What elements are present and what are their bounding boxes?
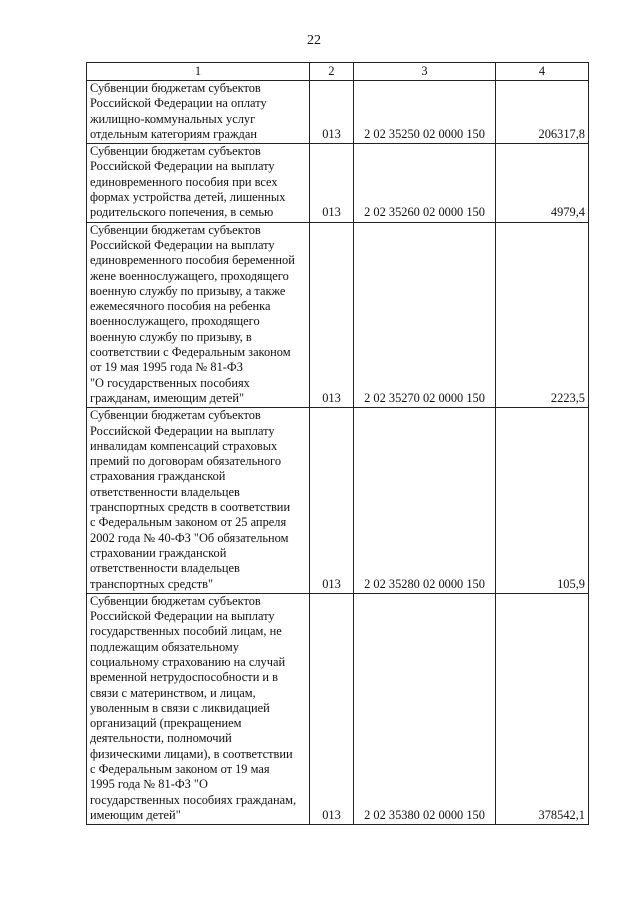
row-budget-code: 2 02 35260 02 0000 150 <box>354 144 496 222</box>
header-cell-3: 3 <box>354 63 496 81</box>
row-description <box>87 144 310 222</box>
row-budget-code: 2 02 35270 02 0000 150 <box>354 222 496 408</box>
table-row <box>87 144 589 222</box>
row-amount: 206317,8 <box>496 81 589 144</box>
description-line: 1995 года № 81-ФЗ "О <box>90 777 208 792</box>
row-description <box>87 593 310 824</box>
description-line: Российской Федерации на выплату <box>90 423 275 438</box>
header-cell-1: 1 <box>87 63 310 81</box>
row-budget-code: 2 02 35280 02 0000 150 <box>354 408 496 594</box>
row-amount: 378542,1 <box>496 593 589 824</box>
description-line: транспортных средств" <box>90 576 214 591</box>
row-description <box>87 81 310 144</box>
row-amount: 4979,4 <box>496 144 589 222</box>
description-line: Российской Федерации на выплату <box>90 237 275 252</box>
header-cell-2: 2 <box>310 63 354 81</box>
page-number: 22 <box>307 33 321 48</box>
description-line: организаций (прекращением <box>90 716 242 731</box>
description-line: имеющим детей" <box>90 807 181 822</box>
description-line: единовременного пособия беременной <box>90 253 295 268</box>
description-line: жилищно-коммунальных услуг <box>90 111 256 126</box>
table-row <box>87 222 589 408</box>
description-line: государственных пособиях гражданам, <box>90 792 297 807</box>
description-line: Субвенции бюджетам субъектов <box>90 222 261 237</box>
description-line: ответственности владельцев <box>90 561 240 576</box>
description-line: жене военнослужащего, проходящего <box>90 268 289 283</box>
table-row <box>87 81 589 144</box>
description-line: военнослужащего, проходящего <box>90 314 260 329</box>
description-line: Российской Федерации на выплату <box>90 159 275 174</box>
description-line: Субвенции бюджетам субъектов <box>90 81 261 95</box>
description-line: уволенным в связи с ликвидацией <box>90 700 270 715</box>
description-line: физическими лицами), в соответствии <box>90 746 293 761</box>
row-code: 013 <box>310 222 354 408</box>
description-line: гражданам, имеющим детей" <box>90 390 245 405</box>
description-line: "О государственных пособиях <box>90 375 250 390</box>
description-line: с Федеральным законом от 19 мая <box>90 762 270 777</box>
header-cell-4: 4 <box>496 63 589 81</box>
row-code: 013 <box>310 144 354 222</box>
row-budget-code: 2 02 35250 02 0000 150 <box>354 81 496 144</box>
description-line: единовременного пособия при всех <box>90 174 278 189</box>
description-line: связи с материнством, и лицам, <box>90 685 256 700</box>
description-line: инвалидам компенсаций страховых <box>90 438 278 453</box>
description-line: Субвенции бюджетам субъектов <box>90 144 261 159</box>
row-description <box>87 408 310 594</box>
description-line: социальному страхованию на случай <box>90 654 286 669</box>
header-row <box>87 63 589 81</box>
description-line: 2002 года № 40-ФЗ "Об обязательном <box>90 530 289 545</box>
row-code: 013 <box>310 593 354 824</box>
description-line: военную службу по призыву, в <box>90 329 252 344</box>
description-line: подлежащим обязательному <box>90 639 239 654</box>
description-line: страховании гражданской <box>90 545 227 560</box>
row-amount: 2223,5 <box>496 222 589 408</box>
description-line: Российской Федерации на выплату <box>90 609 275 624</box>
description-line: отдельным категориям граждан <box>90 126 257 141</box>
row-code: 013 <box>310 408 354 594</box>
description-line: Российской Федерации на оплату <box>90 96 267 111</box>
description-line: военную службу по призыву, а также <box>90 283 286 298</box>
description-line: соответствии с Федеральным законом <box>90 345 291 360</box>
description-line: премий по договорам обязательного <box>90 454 282 469</box>
table-row <box>87 408 589 594</box>
description-line: деятельности, полномочий <box>90 731 232 746</box>
description-line: Субвенции бюджетам субъектов <box>90 408 261 423</box>
table-row <box>87 593 589 824</box>
row-amount: 105,9 <box>496 408 589 594</box>
description-line: ответственности владельцев <box>90 484 240 499</box>
description-line: временной нетрудоспособности и в <box>90 670 279 685</box>
description-line: от 19 мая 1995 года № 81-ФЗ <box>90 360 243 375</box>
description-line: страхования гражданской <box>90 469 226 484</box>
description-line: Субвенции бюджетам субъектов <box>90 593 261 608</box>
row-description <box>87 222 310 408</box>
description-line: с Федеральным законом от 25 апреля <box>90 515 287 530</box>
description-line: родительского попечения, в семью <box>90 205 274 220</box>
budget-table <box>86 62 589 825</box>
description-line: ежемесячного пособия на ребенка <box>90 299 271 314</box>
description-line: транспортных средств в соответствии <box>90 500 291 515</box>
row-code: 013 <box>310 81 354 144</box>
row-budget-code: 2 02 35380 02 0000 150 <box>354 593 496 824</box>
description-line: формах устройства детей, лишенных <box>90 190 286 205</box>
description-line: государственных пособий лицам, не <box>90 624 282 639</box>
